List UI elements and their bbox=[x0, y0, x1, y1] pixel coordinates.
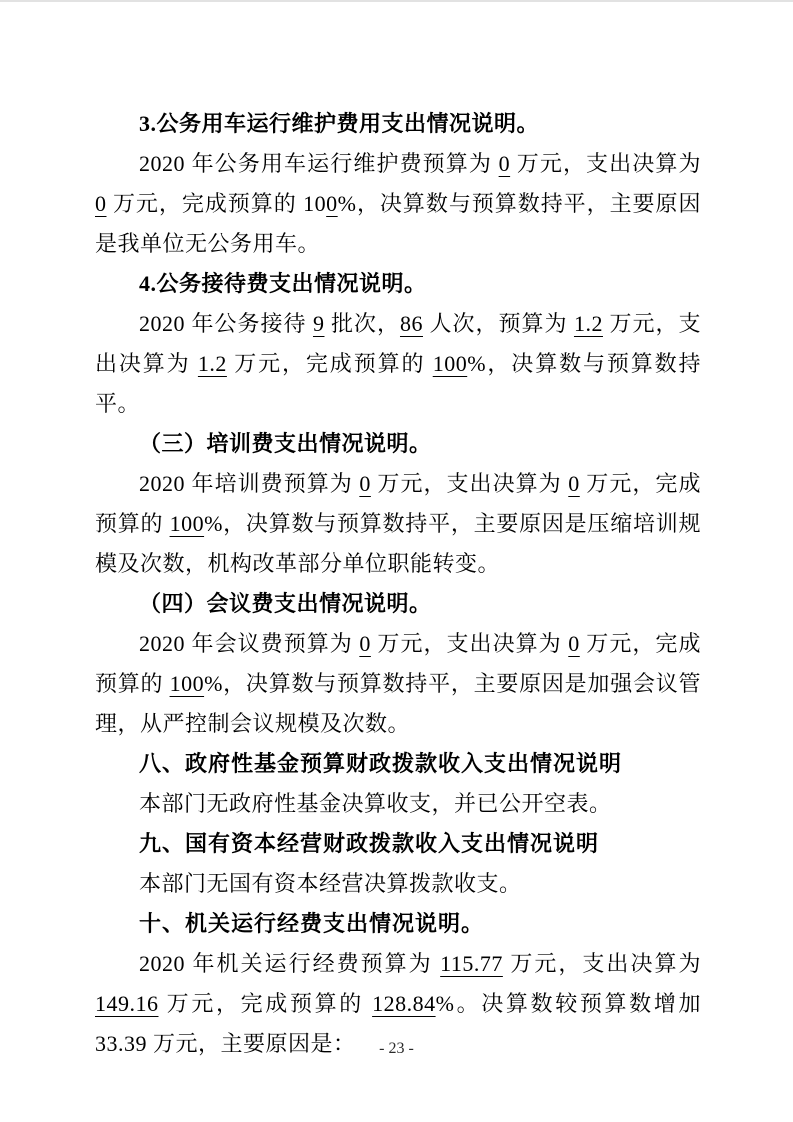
text-segment: 批次， bbox=[324, 311, 400, 336]
text-segment: 万元，完成预算的 bbox=[226, 351, 433, 376]
underlined-value: 0 bbox=[359, 471, 371, 496]
underlined-value: 128.84 bbox=[372, 991, 436, 1016]
text-segment: 4.公务接待费支出情况说明。 bbox=[139, 271, 427, 296]
text-segment: 2020 年培训费预算为 bbox=[139, 471, 360, 496]
text-segment: 万元，支出决算为 bbox=[95, 311, 701, 376]
document-content bbox=[95, 104, 701, 1064]
heading-vehicle-expense bbox=[95, 104, 701, 144]
text-segment: （三）培训费支出情况说明。 bbox=[139, 431, 432, 456]
underlined-value: 1.2 bbox=[197, 351, 227, 376]
underlined-value: 100 bbox=[169, 671, 205, 696]
text-segment: 2020 年公务接待 bbox=[139, 311, 313, 336]
paragraph-meeting-expense bbox=[95, 624, 701, 744]
text-segment: 3.公务用车运行维护费用支出情况说明。 bbox=[139, 111, 540, 136]
text-segment: 人次，预算为 bbox=[422, 311, 574, 336]
text-segment: %，决算数与预算数持平，主要原因是加强会议管理，从严控制会议规模及次数。 bbox=[95, 671, 701, 736]
heading-meeting-expense bbox=[95, 584, 701, 624]
text-segment: 万元，支出决算为 bbox=[370, 631, 569, 656]
text-segment: 2020 年公务用车运行维护费预算为 bbox=[139, 151, 499, 176]
underlined-value: 100 bbox=[169, 511, 205, 536]
text-segment: 万元，完成预算的 bbox=[95, 631, 701, 696]
text-segment: 万元，完成预算的 bbox=[95, 471, 701, 536]
text-segment: 八、政府性基金预算财政拨款收入支出情况说明 bbox=[139, 751, 623, 776]
underlined-value: 115.77 bbox=[440, 951, 503, 976]
heading-government-fund bbox=[95, 744, 701, 784]
underlined-value: 1.2 bbox=[573, 311, 603, 336]
text-segment: 2020 年会议费预算为 bbox=[139, 631, 360, 656]
text-segment: 万元，支出决算为 bbox=[502, 951, 701, 976]
text-segment: %，决算数与预算数持平。 bbox=[95, 351, 701, 416]
text-segment: 万元，支出决算为 bbox=[510, 151, 701, 176]
underlined-value: 100 bbox=[432, 351, 468, 376]
underlined-value: 0 bbox=[498, 151, 511, 176]
text-segment: （四）会议费支出情况说明。 bbox=[139, 591, 432, 616]
text-segment: 万元，完成预算的 bbox=[158, 991, 373, 1016]
text-segment: %，决算数与预算数持平，主要原因是压缩培训规模及次数，机构改革部分单位职能转变。 bbox=[95, 511, 701, 576]
heading-operating-expense bbox=[95, 904, 701, 944]
text-segment: 十、机关运行经费支出情况说明。 bbox=[139, 911, 485, 936]
text-segment: 2020 年机关运行经费预算为 bbox=[139, 951, 441, 976]
text-segment: %，决算数与预算数持平，主要原因是我单位无公务用车。 bbox=[95, 191, 701, 256]
underlined-value: 0 bbox=[359, 631, 371, 656]
text-segment: 万元，完成预算的 10 bbox=[106, 191, 327, 216]
text-segment: 本部门无国有资本经营决算拨款收支。 bbox=[139, 871, 522, 896]
paragraph-reception-expense bbox=[95, 304, 701, 424]
text-segment: %。决算数较预算数增加 33.39 万元，主要原因是： bbox=[95, 991, 701, 1056]
paragraph-training-expense bbox=[95, 464, 701, 584]
text-segment: 万元，支出决算为 bbox=[370, 471, 569, 496]
underlined-value: 149.16 bbox=[95, 991, 159, 1016]
underlined-value: 0 bbox=[326, 191, 338, 216]
paragraph-state-capital bbox=[95, 864, 701, 904]
underlined-value: 86 bbox=[399, 311, 423, 336]
heading-state-capital bbox=[95, 824, 701, 864]
underlined-value: 0 bbox=[568, 631, 580, 656]
heading-reception-expense bbox=[95, 264, 701, 304]
underlined-value: 9 bbox=[312, 311, 325, 336]
text-segment: 九、国有资本经营财政拨款收入支出情况说明 bbox=[139, 831, 600, 856]
page-number: - 23 - bbox=[379, 1040, 414, 1057]
paragraph-government-fund bbox=[95, 784, 701, 824]
heading-training-expense bbox=[95, 424, 701, 464]
text-segment: 本部门无政府性基金决算收支，并已公开空表。 bbox=[139, 791, 612, 816]
paragraph-vehicle-expense bbox=[95, 144, 701, 264]
underlined-value: 0 bbox=[568, 471, 580, 496]
underlined-value: 0 bbox=[95, 191, 107, 216]
